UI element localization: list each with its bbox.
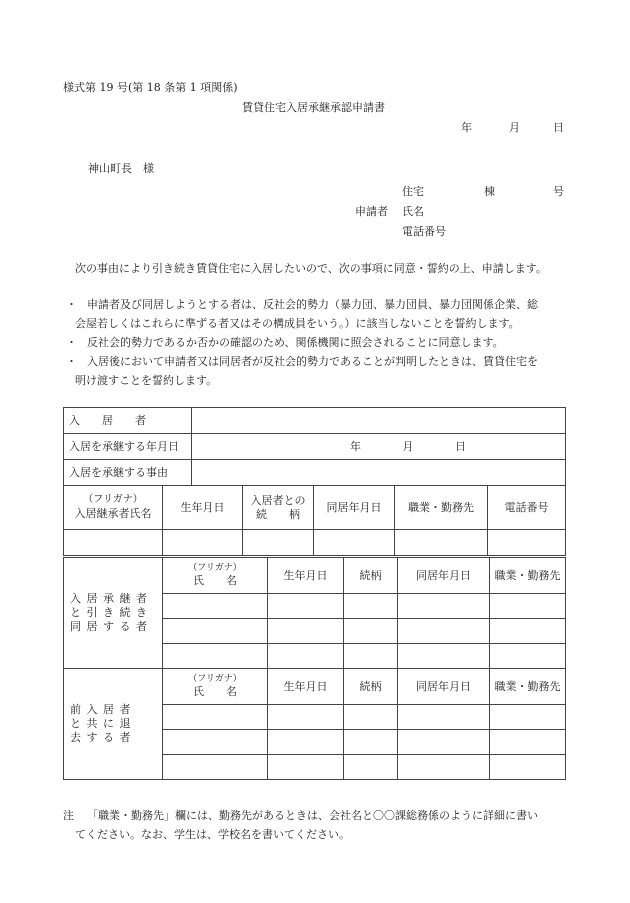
building-label: 棟 xyxy=(484,185,495,198)
intro-text: 次の事由により引き続き賃貸住宅に入居したいので、次の事項に同意・誓約の上、申請します。 xyxy=(75,262,547,275)
note-label: 注 xyxy=(63,809,74,822)
phone-header: 電話番号 xyxy=(488,486,566,530)
relation-header: 続柄 xyxy=(344,669,398,705)
date-day-label: 日 xyxy=(553,121,564,134)
group2-line: 前入居者 xyxy=(70,703,136,717)
cell[interactable] xyxy=(344,730,398,755)
pledge-bullet: ・ xyxy=(66,336,77,349)
addressee: 神山町長 様 xyxy=(88,162,154,175)
applicant-name-label: 氏名 xyxy=(402,205,424,218)
relation-line2: 続 柄 xyxy=(256,507,300,521)
cell[interactable] xyxy=(163,705,268,730)
pledge-3-line2: 明け渡すことを誓約します。 xyxy=(75,374,218,387)
successor-table xyxy=(63,485,566,556)
resident-field[interactable] xyxy=(192,408,566,434)
resident-info-table xyxy=(63,407,566,486)
name-header xyxy=(163,669,268,705)
birthdate-header: 生年月日 xyxy=(268,669,344,705)
pledge-bullet: ・ xyxy=(66,298,77,311)
cell[interactable] xyxy=(490,755,566,780)
applicant-phone-label: 電話番号 xyxy=(402,225,446,238)
approve-date-label: 入居を承継する年月日 xyxy=(64,434,192,460)
group2-line: と共に退 xyxy=(70,717,136,731)
successor-name-cell[interactable] xyxy=(64,530,163,556)
cell[interactable] xyxy=(398,755,490,780)
resident-label: 入 居 者 xyxy=(64,408,192,434)
name-label: 氏 名 xyxy=(193,685,237,699)
leaving-group-label xyxy=(64,669,163,780)
cohabit-date-header: 同居年月日 xyxy=(314,486,395,530)
birthdate-header: 生年月日 xyxy=(163,486,243,530)
pledge-1-line2: 会屋若しくはこれらに準ずる者又はその構成員をいう。）に該当しないことを誓約します。 xyxy=(75,317,520,330)
approve-day-label: 日 xyxy=(455,439,466,453)
successor-relation-cell[interactable] xyxy=(243,530,314,556)
group2-line: 去する者 xyxy=(70,730,136,744)
cell[interactable] xyxy=(398,644,490,669)
pledge-bullet: ・ xyxy=(66,355,77,368)
approve-year-label: 年 xyxy=(350,439,361,453)
name-label: 氏 名 xyxy=(193,574,237,588)
cell[interactable] xyxy=(344,619,398,644)
cell[interactable] xyxy=(490,705,566,730)
continuing-group-label xyxy=(64,558,163,669)
form-title: 賃貸住宅入居承継承認申請書 xyxy=(242,101,385,114)
cell[interactable] xyxy=(163,619,268,644)
cell[interactable] xyxy=(490,619,566,644)
cell[interactable] xyxy=(268,619,344,644)
approve-month-label: 月 xyxy=(402,439,414,453)
date-month-label: 月 xyxy=(509,121,520,134)
cell[interactable] xyxy=(490,594,566,619)
birthdate-header: 生年月日 xyxy=(268,558,344,594)
cohabit-date-header: 同居年月日 xyxy=(398,558,490,594)
reason-field[interactable] xyxy=(192,460,566,486)
cell[interactable] xyxy=(344,594,398,619)
relation-header xyxy=(243,486,314,530)
cell[interactable] xyxy=(163,594,268,619)
successor-furigana: （フリガナ） xyxy=(83,494,143,506)
number-label: 号 xyxy=(553,185,564,198)
group1-line: 入居承継者 xyxy=(70,592,153,606)
cell[interactable] xyxy=(344,644,398,669)
cell[interactable] xyxy=(344,705,398,730)
cell[interactable] xyxy=(398,705,490,730)
cell[interactable] xyxy=(398,730,490,755)
relation-line1: 入居者との xyxy=(250,493,306,507)
pledge-1-line1: 申請者及び同居しようとする者は、反社会的勢力（暴力団、暴力団員、暴力団関係企業、総 xyxy=(87,298,538,311)
reason-label: 入居を承継する事由 xyxy=(64,460,192,486)
note-line1: 「職業・勤務先」欄には、勤務先があるときは、会社名と〇〇課総務係のように詳細に書い xyxy=(87,809,538,822)
approve-date-field[interactable] xyxy=(192,434,566,460)
occupation-header: 職業・勤務先 xyxy=(490,558,566,594)
cell[interactable] xyxy=(163,644,268,669)
successor-name-label: 入居継承者氏名 xyxy=(74,506,152,520)
successor-cohabit-cell[interactable] xyxy=(314,530,395,556)
form-number: 様式第 19 号(第 18 条第 1 項関係) xyxy=(63,81,238,94)
cell[interactable] xyxy=(490,644,566,669)
date-year-label: 年 xyxy=(461,121,472,134)
group1-line: と引き続き xyxy=(70,606,153,620)
cell[interactable] xyxy=(268,730,344,755)
residence-label: 住宅 xyxy=(402,185,424,198)
furigana-label: （フリガナ） xyxy=(188,674,242,684)
pledge-2-line1: 反社会的勢力であるか否かの確認のため、関係機関に照会されることに同意します。 xyxy=(87,336,504,349)
note-line2: てください。なお、学生は、学校名を書いてください。 xyxy=(75,828,350,841)
cell[interactable] xyxy=(398,619,490,644)
cell[interactable] xyxy=(268,755,344,780)
household-table xyxy=(63,557,566,780)
cell[interactable] xyxy=(268,594,344,619)
cell[interactable] xyxy=(163,755,268,780)
successor-occupation-cell[interactable] xyxy=(395,530,488,556)
cell[interactable] xyxy=(268,644,344,669)
pledge-3-line1: 入居後において申請者又は同居者が反社会的勢力であることが判明したときは、賃貸住宅を xyxy=(87,355,538,368)
name-header xyxy=(163,558,268,594)
group1-line: 同居する者 xyxy=(70,619,153,633)
occupation-header: 職業・勤務先 xyxy=(490,669,566,705)
cohabit-date-header: 同居年月日 xyxy=(398,669,490,705)
applicant-label: 申請者 xyxy=(355,205,388,218)
cell[interactable] xyxy=(268,705,344,730)
successor-name-header xyxy=(64,486,163,530)
cell[interactable] xyxy=(398,594,490,619)
relation-header: 続柄 xyxy=(344,558,398,594)
cell[interactable] xyxy=(490,730,566,755)
cell[interactable] xyxy=(344,755,398,780)
furigana-label: （フリガナ） xyxy=(188,563,242,573)
successor-birthdate-cell[interactable] xyxy=(163,530,243,556)
cell[interactable] xyxy=(163,730,268,755)
occupation-header: 職業・勤務先 xyxy=(395,486,488,530)
successor-phone-cell[interactable] xyxy=(488,530,566,556)
